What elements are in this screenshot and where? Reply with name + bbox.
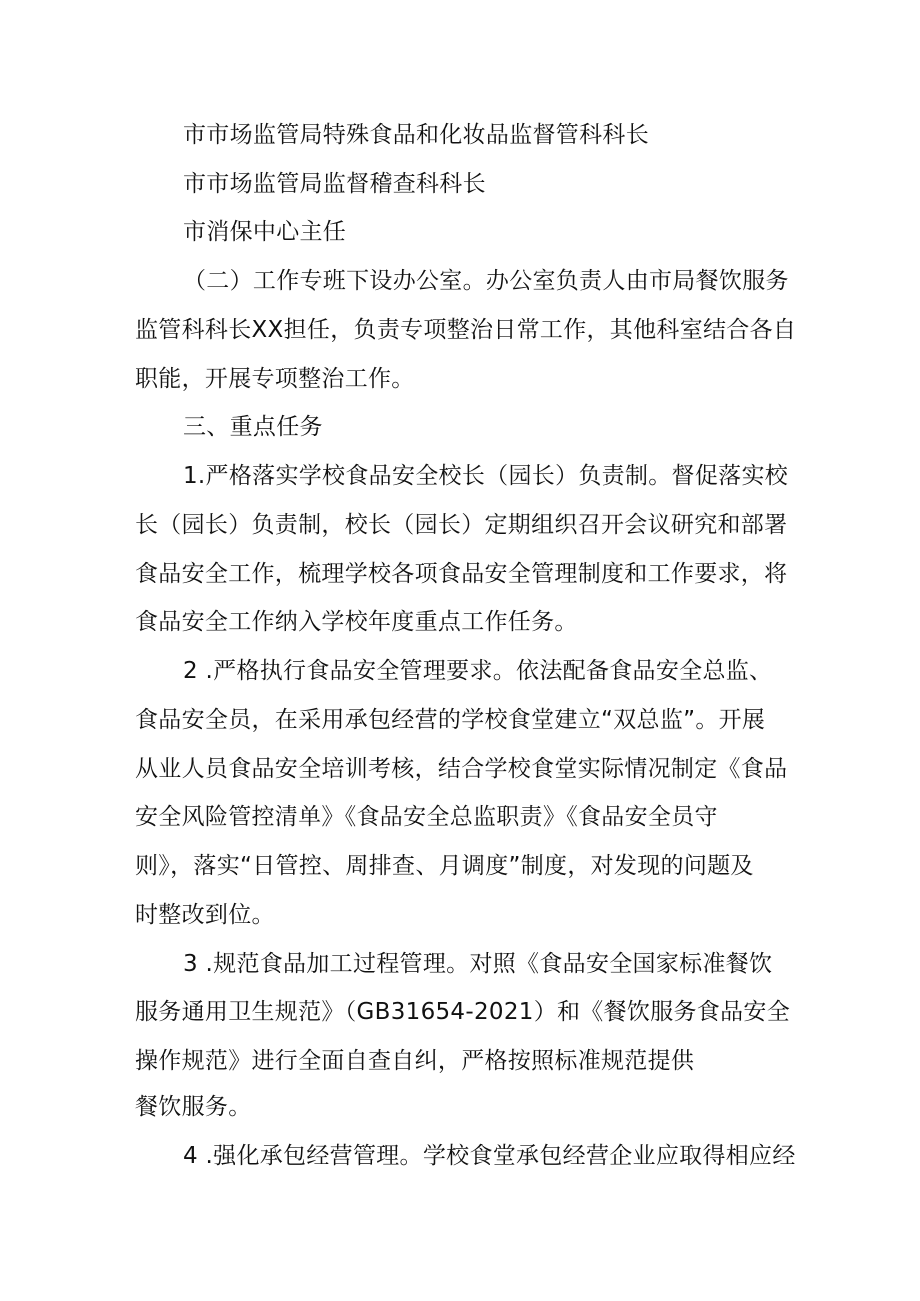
task-1-line-4: 食品安全工作纳入学校年度重点工作任务。 [135,609,578,635]
task-1-line-1: 1.严格落实学校食品安全校长（园长）负责制。督促落实校 [183,463,789,489]
paragraph-office-line-3: 职能，开展专项整治工作。 [135,366,415,392]
task-2-line-5: 则》，落实“日管控、周排查、月调度”制度，对发现的问题及 [135,853,754,879]
member-line-3: 市消保中心主任 [183,219,347,245]
paragraph-office-line-1: （二）工作专班下设办公室。办公室负责人由市局餐饮服务 [183,268,789,294]
task-3-line-4: 餐饮服务。 [135,1094,252,1120]
task-2-line-1: 2 .严格执行食品安全管理要求。依法配备食品安全总监、 [183,658,773,684]
task-1-line-2: 长（园长）负责制，校长（园长）定期组织召开会议研究和部署 [135,512,788,538]
task-4-line-1: 4 .强化承包经营管理。学校食堂承包经营企业应取得相应经 [183,1143,796,1169]
member-line-2: 市市场监管局监督稽查科科长 [183,171,486,197]
section-heading: 三、重点任务 [183,414,323,440]
task-1-line-3: 食品安全工作，梳理学校各项食品安全管理制度和工作要求，将 [135,561,788,587]
task-2-line-2: 食品安全员，在采用承包经营的学校食堂建立“双总监”。开展 [135,707,766,733]
task-2-line-3: 从业人员食品安全培训考核，结合学校食堂实际情况制定《食品 [135,756,788,782]
task-2-line-6: 时整改到位。 [135,902,275,928]
task-3-line-2: 服务通用卫生规范》（GB31654-2021）和《餐饮服务食品安全 [135,999,791,1025]
task-3-line-3: 操作规范》进行全面自查自纠，严格按照标准规范提供 [135,1048,695,1074]
member-line-1: 市市场监管局特殊食品和化妆品监督管科科长 [183,122,649,148]
task-2-line-4: 安全风险管控清单》《食品安全总监职责》《食品安全员守 [135,804,718,830]
task-3-line-1: 3 .规范食品加工过程管理。对照《食品安全国家标准餐饮 [183,951,773,977]
paragraph-office-line-2: 监管科科长XX担任，负责专项整治日常工作，其他科室结合各自 [135,317,797,343]
